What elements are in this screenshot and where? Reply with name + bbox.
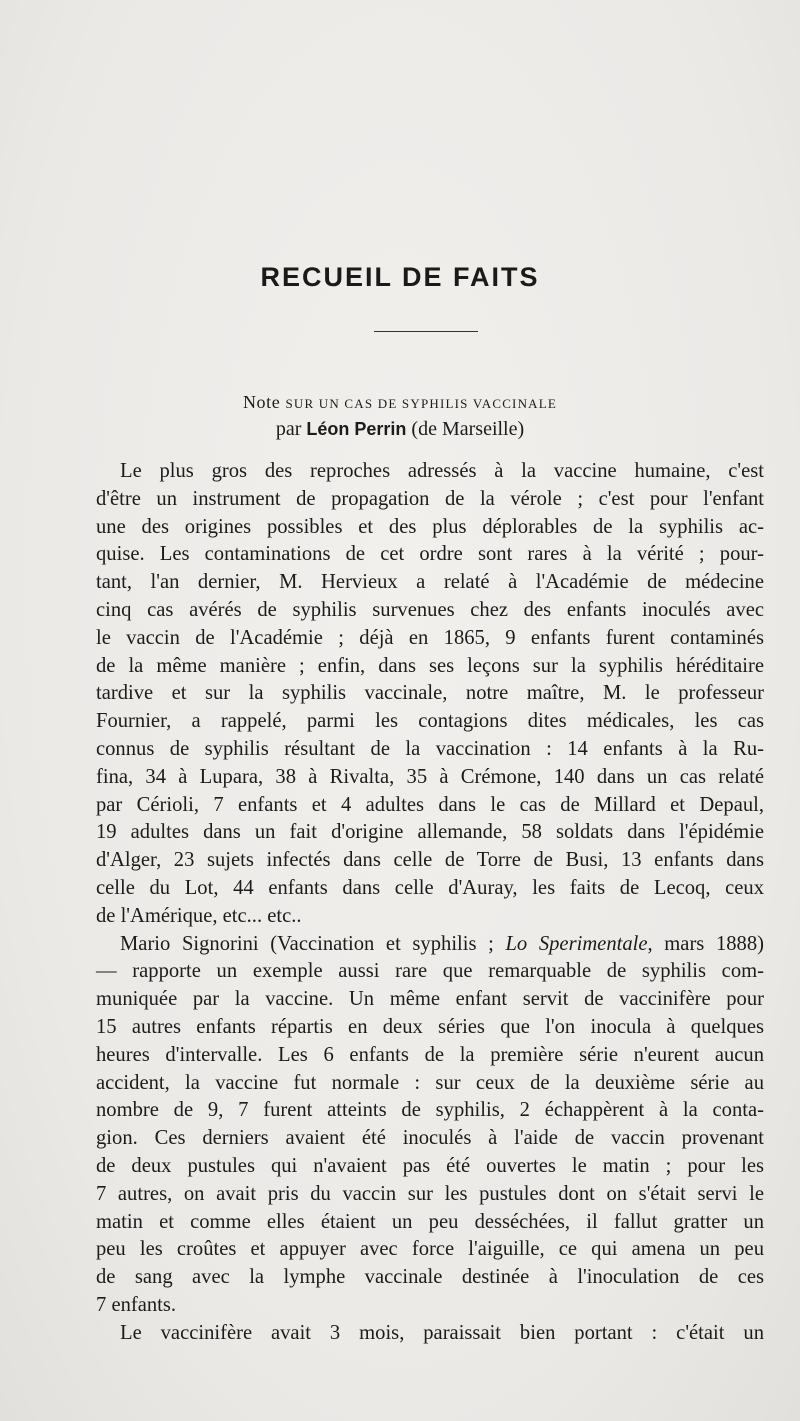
paragraph-line: d'être un instrument de propagation de la vérole ; c'est pour l'enfant [96,487,764,510]
author-prefix: par [275,418,307,440]
paragraph-line: — rapporte un exemple aussi rare que remarquable de syphilis com- [96,960,764,983]
section-heading: RECUEIL DE FAITS [260,262,540,292]
journal-title: Lo Sperimentale [505,932,648,955]
paragraph-line: de sang avec la lymphe vaccinale destinée à l'inoculation de ces [96,1266,764,1289]
paragraph-line: nombre de 9, 7 furent atteints de syphilis, 2 échappèrent à la conta- [96,1099,764,1122]
article-body [96,458,764,1348]
paragraph-line: 19 adultes dans un fait d'origine allemande, 58 soldats dans l'épidémie [96,821,764,844]
paragraph-line: tant, l'an dernier, M. Hervieux a relaté à l'Académie de médecine [96,571,764,594]
paragraph-line: par Cérioli, 7 enfants et 4 adultes dans le cas de Millard et Depaul, [96,793,764,816]
paragraph-line [96,931,764,959]
paragraph-line: heures d'intervalle. Les 6 enfants de la première série n'eurent aucun [96,1043,764,1066]
heading-divider [374,331,478,332]
article-title-smallcaps: SUR UN CAS DE SYPHILIS VACCINALE [285,396,558,411]
paragraph-line: connus de syphilis résultant de la vaccination : 14 enfants à la Ru- [96,737,764,760]
paragraph-1 [96,458,764,931]
paragraph-line: de l'Amérique, etc... etc.. [96,904,302,927]
paragraph-line: Fournier, a rappelé, parmi les contagions dites médicales, les cas [96,710,764,733]
paragraph-line: d'Alger, 23 sujets infectés dans celle de Torre de Busi, 13 enfants dans [96,849,764,872]
paragraph-line: cinq cas avérés de syphilis survenues chez des enfants inoculés avec [96,598,764,621]
paragraph-line: 7 autres, on avait pris du vaccin sur les pustules dont on s'était servi le [96,1182,764,1205]
paragraph-2-first-tail: , mars 1888) [647,932,764,955]
article-title-lead: Note [242,392,281,412]
author-line [0,418,800,441]
paragraph-line: matin et comme elles étaient un peu desséchées, il fallut gratter un [96,1210,764,1233]
author-suffix: (de Marseille) [406,418,525,440]
paragraph-line: une des origines possibles et des plus déplorables de la syphilis ac- [96,515,764,538]
paragraph-line: Le vaccinifère avait 3 mois, paraissait bien portant : c'était un [120,1321,764,1344]
paragraph-2-first-text: Mario Signorini (Vaccination et syphilis ; [120,932,506,955]
paragraph-line: tardive et sur la syphilis vaccinale, notre maître, M. le professeur [96,682,764,705]
paragraph-line: celle du Lot, 44 enfants dans celle d'Auray, les faits de Lecoq, ceux [96,876,764,899]
paragraph-line: de la même manière ; enfin, dans ses leçons sur la syphilis héréditaire [96,654,764,677]
paragraph-3 [96,1320,764,1348]
paragraph-line: 7 enfants. [96,1293,177,1316]
article-title [0,392,800,413]
paragraph-line: le vaccin de l'Académie ; déjà en 1865, 9 enfants furent contaminés [96,626,764,649]
paragraph-line: accident, la vaccine fut normale : sur ceux de la deuxième série au [96,1071,764,1094]
paragraph-line: muniquée par la vaccine. Un même enfant servit de vaccinifère pour [96,988,764,1011]
paragraph-line: peu les croûtes et appuyer avec force l'aiguille, ce qui amena un peu [96,1238,764,1261]
paragraph-line: Le plus gros des reproches adressés à la vaccine humaine, c'est [120,460,764,482]
paragraph-line: gion. Ces derniers avaient été inoculés à l'aide de vaccin provenant [96,1127,764,1150]
paragraph-line: 15 autres enfants répartis en deux séries que l'on inocula à quelques [96,1015,764,1038]
paragraph-line: de deux pustules qui n'avaient pas été ouvertes le matin ; pour les [96,1154,764,1177]
author-name: Léon Perrin [306,419,407,439]
paragraph-line: fina, 34 à Lupara, 38 à Rivalta, 35 à Crémone, 140 dans un cas relaté [96,765,764,788]
paragraph-line: quise. Les contaminations de cet ordre sont rares à la vérité ; pour- [96,543,764,566]
paragraph-2 [96,931,764,1320]
